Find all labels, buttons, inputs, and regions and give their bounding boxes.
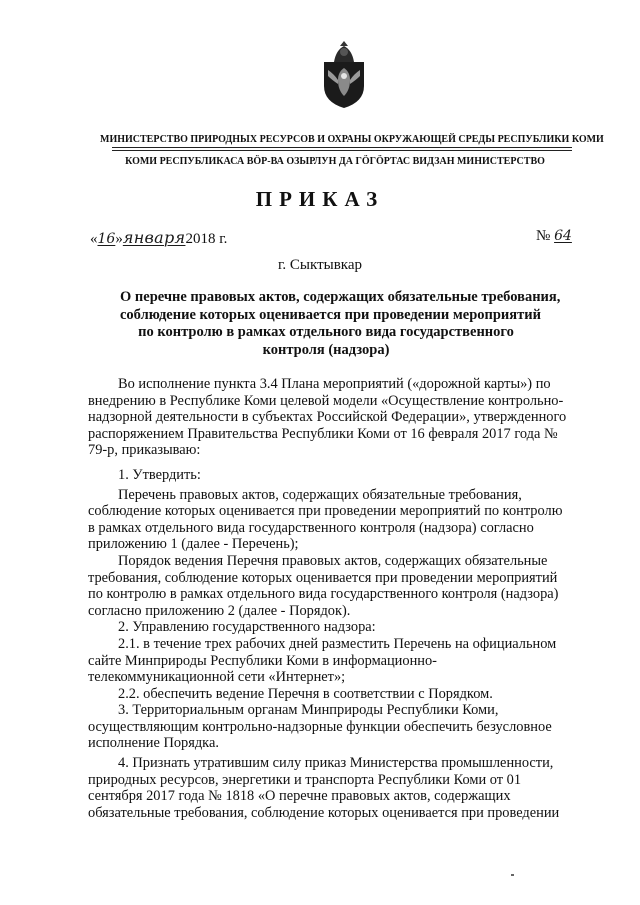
item-3-line: исполнение Порядка.	[88, 735, 219, 752]
item-1b-line: требования, соблюдение которых оценивается при проведении мероприятий	[88, 569, 558, 586]
coat-of-arms-komi-icon	[316, 40, 372, 110]
date-day-handwritten: 16	[97, 231, 116, 247]
item-4-line: природных ресурсов, энергетики и транспорта Республики Коми от 01	[88, 771, 522, 788]
ministry-name-komi: КОМИ РЕСПУБЛИКАСА ВӦР-ВА ОЗЫРЛУН ДА ГӦГӦРТАС ВИДЗАН МИНИСТЕРСТВО	[125, 156, 545, 167]
item-1: 1. Утвердить:	[118, 466, 201, 483]
preamble-line: Во исполнение пункта 3.4 Плана мероприятий («дорожной карты») по	[118, 376, 551, 392]
number-value-handwritten: 64	[554, 228, 572, 244]
date-open-quote: «	[90, 231, 98, 247]
number-label: №	[536, 228, 551, 244]
order-heading	[120, 289, 561, 359]
item-4-line: сентября 2017 года № 1818 «О перечне правовых актов, содержащих	[88, 788, 511, 805]
preamble-line: 79-р, приказываю:	[88, 442, 201, 459]
item-1a-line: Перечень правовых актов, содержащих обязательные требования,	[118, 486, 522, 503]
heading-line: по контролю в рамках отдельного вида государственного	[138, 324, 514, 340]
date-month-handwritten: января	[122, 228, 186, 247]
item-2-1-line: телекоммуникационной сети «Интернет»;	[88, 669, 346, 686]
city-name: г. Сыктывкар	[277, 257, 363, 273]
item-1b-line: согласно приложению 2 (далее - Порядок).	[88, 602, 351, 619]
order-number	[536, 228, 572, 245]
preamble-line: надзорной деятельности в субъектах Российской Федерации», утвержденного	[88, 409, 567, 426]
item-2-2: 2.2. обеспечить ведение Перечня в соответствии с Порядком.	[118, 685, 493, 702]
date-year: 2018 г.	[185, 231, 228, 247]
heading-line: О перечне правовых актов, содержащих обязательные требования,	[120, 289, 561, 305]
ministry-name-russian: МИНИСТЕРСТВО ПРИРОДНЫХ РЕСУРСОВ И ОХРАНЫ ОКРУЖАЮЩЕЙ СРЕДЫ РЕСПУБЛИКИ КОМИ	[100, 134, 604, 145]
order-body	[88, 376, 592, 821]
document-title: ПРИКАЗ	[255, 187, 385, 211]
header-divider-thick	[112, 147, 572, 148]
item-2: 2. Управлению государственного надзора:	[118, 619, 376, 636]
item-3-line: 3. Территориальным органам Минприроды Республики Коми,	[118, 702, 499, 719]
order-date	[90, 228, 227, 248]
item-2-1-line: сайте Минприроды Республики Коми в информационно-	[88, 652, 437, 669]
scan-speck	[511, 874, 514, 876]
item-1b-line: по контролю в рамках отдельного вида государственного контроля (надзора)	[88, 586, 559, 603]
item-4-line: обязательные требования, соблюдение которых оценивается при проведении	[88, 804, 560, 821]
preamble-line: распоряжением Правительства Республики Коми от 16 февраля 2017 года №	[88, 425, 558, 442]
item-3-line: осуществляющим контрольно-надзорные функции обеспечить безусловное	[88, 718, 552, 735]
heading-line: контроля (надзора)	[262, 341, 390, 358]
item-4-line: 4. Признать утратившим силу приказ Министерства промышленности,	[118, 755, 554, 772]
item-1a-line: в рамках отдельного вида государственного контроля (надзора) согласно	[88, 519, 534, 536]
item-1a-line: приложению 1 (далее - Перечень);	[88, 536, 299, 553]
date-close-quote: »	[115, 231, 123, 247]
item-2-1-line: 2.1. в течение трех рабочих дней разместить Перечень на официальном	[118, 635, 557, 652]
heading-line: соблюдение которых оценивается при проведении мероприятий	[120, 306, 541, 323]
header-divider-thin	[112, 150, 572, 151]
preamble-line: внедрению в Республике Коми целевой модели «Осуществление контрольно-	[88, 392, 564, 409]
item-1a-line: соблюдение которых оценивается при проведении мероприятий по контролю	[88, 503, 563, 520]
item-1b-line: Порядок ведения Перечня правовых актов, содержащих обязательные	[118, 552, 548, 569]
